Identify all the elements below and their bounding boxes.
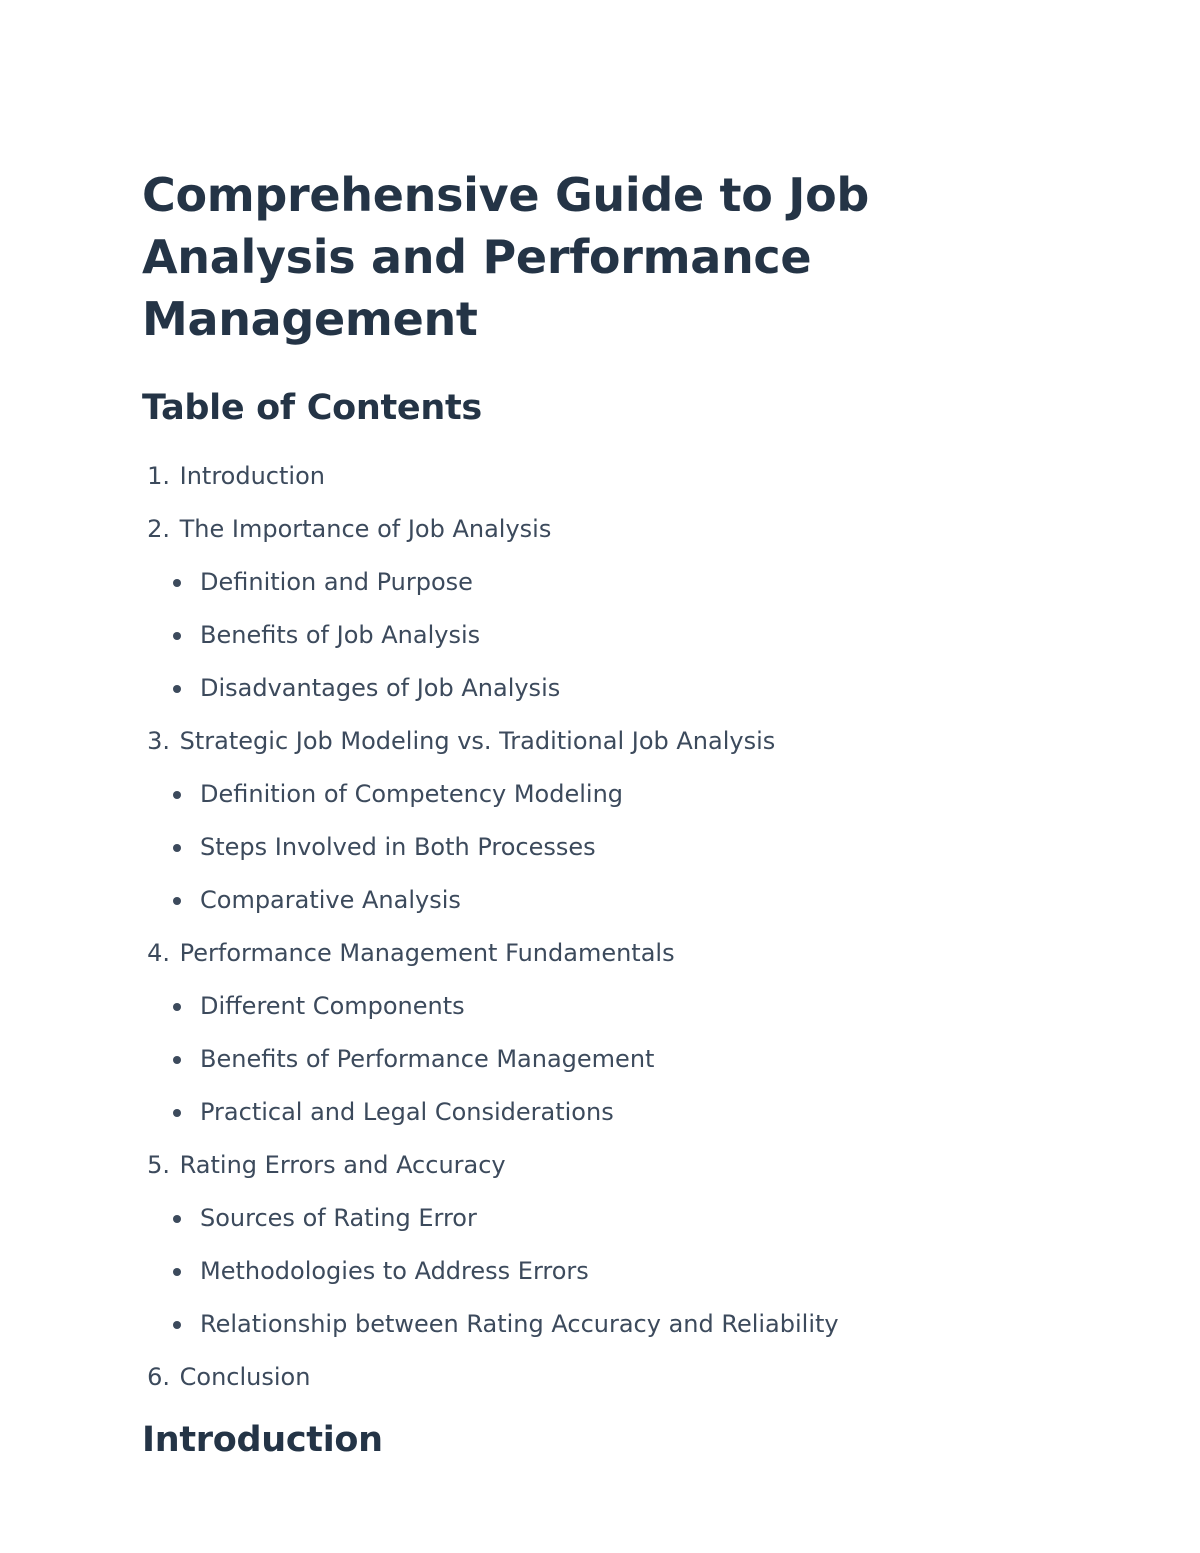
- toc-subitem: [142, 1192, 1062, 1245]
- bullet-icon: [173, 685, 181, 693]
- toc-subitem-label: Benefits of Job Analysis: [200, 621, 481, 649]
- toc-entry: [142, 1139, 1062, 1351]
- toc-subitem-label: Disadvantages of Job Analysis: [200, 674, 561, 702]
- toc-subitem: [142, 556, 1062, 609]
- toc-entry-line: [142, 1351, 1062, 1404]
- toc-subitem-label: Definition of Competency Modeling: [200, 780, 624, 808]
- toc-entry: [142, 1351, 1062, 1404]
- toc-subitem-label: Methodologies to Address Errors: [200, 1257, 589, 1285]
- toc-subitem-label: Different Components: [200, 992, 465, 1020]
- toc-entry-label: Conclusion: [179, 1363, 311, 1391]
- bullet-icon: [173, 1003, 181, 1011]
- document-page: [142, 164, 1062, 1462]
- toc-entry: [142, 450, 1062, 503]
- toc-entry-line: [142, 450, 1062, 503]
- toc-subitem-label: Comparative Analysis: [200, 886, 461, 914]
- toc-entry-number: 5.: [147, 1151, 170, 1179]
- toc-subitem: [142, 768, 1062, 821]
- toc-subitem: [142, 821, 1062, 874]
- toc-subitem-label: Sources of Rating Error: [200, 1204, 477, 1232]
- toc-subitem-list: [142, 1192, 1062, 1351]
- toc-entry-number: 1.: [147, 462, 170, 490]
- bullet-icon: [173, 1109, 181, 1117]
- bullet-icon: [173, 791, 181, 799]
- toc-subitem: [142, 980, 1062, 1033]
- toc-subitem: [142, 874, 1062, 927]
- bullet-icon: [173, 844, 181, 852]
- toc-subitem: [142, 1245, 1062, 1298]
- toc-subitem-label: Definition and Purpose: [200, 568, 473, 596]
- toc-subitem: [142, 1086, 1062, 1139]
- toc-entry-label: Strategic Job Modeling vs. Traditional Job Analysis: [179, 727, 776, 755]
- toc-subitem-label: Practical and Legal Considerations: [200, 1098, 614, 1126]
- document-title: Comprehensive Guide to Job Analysis and Performance Management: [142, 168, 870, 346]
- toc-entry-label: Introduction: [179, 462, 325, 490]
- toc-subitem-label: Benefits of Performance Management: [200, 1045, 655, 1073]
- toc-subitem: [142, 1298, 1062, 1351]
- toc-subitem-label: Relationship between Rating Accuracy and Reliability: [200, 1310, 839, 1338]
- toc-subitem: [142, 662, 1062, 715]
- bullet-icon: [173, 1056, 181, 1064]
- toc-subitem-list: [142, 768, 1062, 927]
- toc-entry-number: 4.: [147, 939, 170, 967]
- toc-entry-line: [142, 503, 1062, 556]
- toc-entry: [142, 927, 1062, 1139]
- toc-heading: Table of Contents: [142, 388, 482, 428]
- toc-entry-number: 6.: [147, 1363, 170, 1391]
- toc-subitem-label: Steps Involved in Both Processes: [200, 833, 596, 861]
- toc-entry: [142, 503, 1062, 715]
- toc-entry-label: The Importance of Job Analysis: [179, 515, 552, 543]
- toc-entry-line: [142, 1139, 1062, 1192]
- toc-subitem: [142, 609, 1062, 662]
- toc-entry-label: Rating Errors and Accuracy: [179, 1151, 506, 1179]
- bullet-icon: [173, 897, 181, 905]
- table-of-contents: [142, 450, 1062, 1404]
- toc-subitem-list: [142, 556, 1062, 715]
- toc-entry-number: 2.: [147, 515, 170, 543]
- toc-entry-line: [142, 715, 1062, 768]
- bullet-icon: [173, 1321, 181, 1329]
- bullet-icon: [173, 632, 181, 640]
- toc-entry-label: Performance Management Fundamentals: [179, 939, 675, 967]
- bullet-icon: [173, 1215, 181, 1223]
- toc-entry-line: [142, 927, 1062, 980]
- toc-subitem: [142, 1033, 1062, 1086]
- introduction-heading: Introduction: [142, 1420, 383, 1460]
- toc-entry-number: 3.: [147, 727, 170, 755]
- bullet-icon: [173, 1268, 181, 1276]
- bullet-icon: [173, 579, 181, 587]
- toc-entry: [142, 715, 1062, 927]
- toc-subitem-list: [142, 980, 1062, 1139]
